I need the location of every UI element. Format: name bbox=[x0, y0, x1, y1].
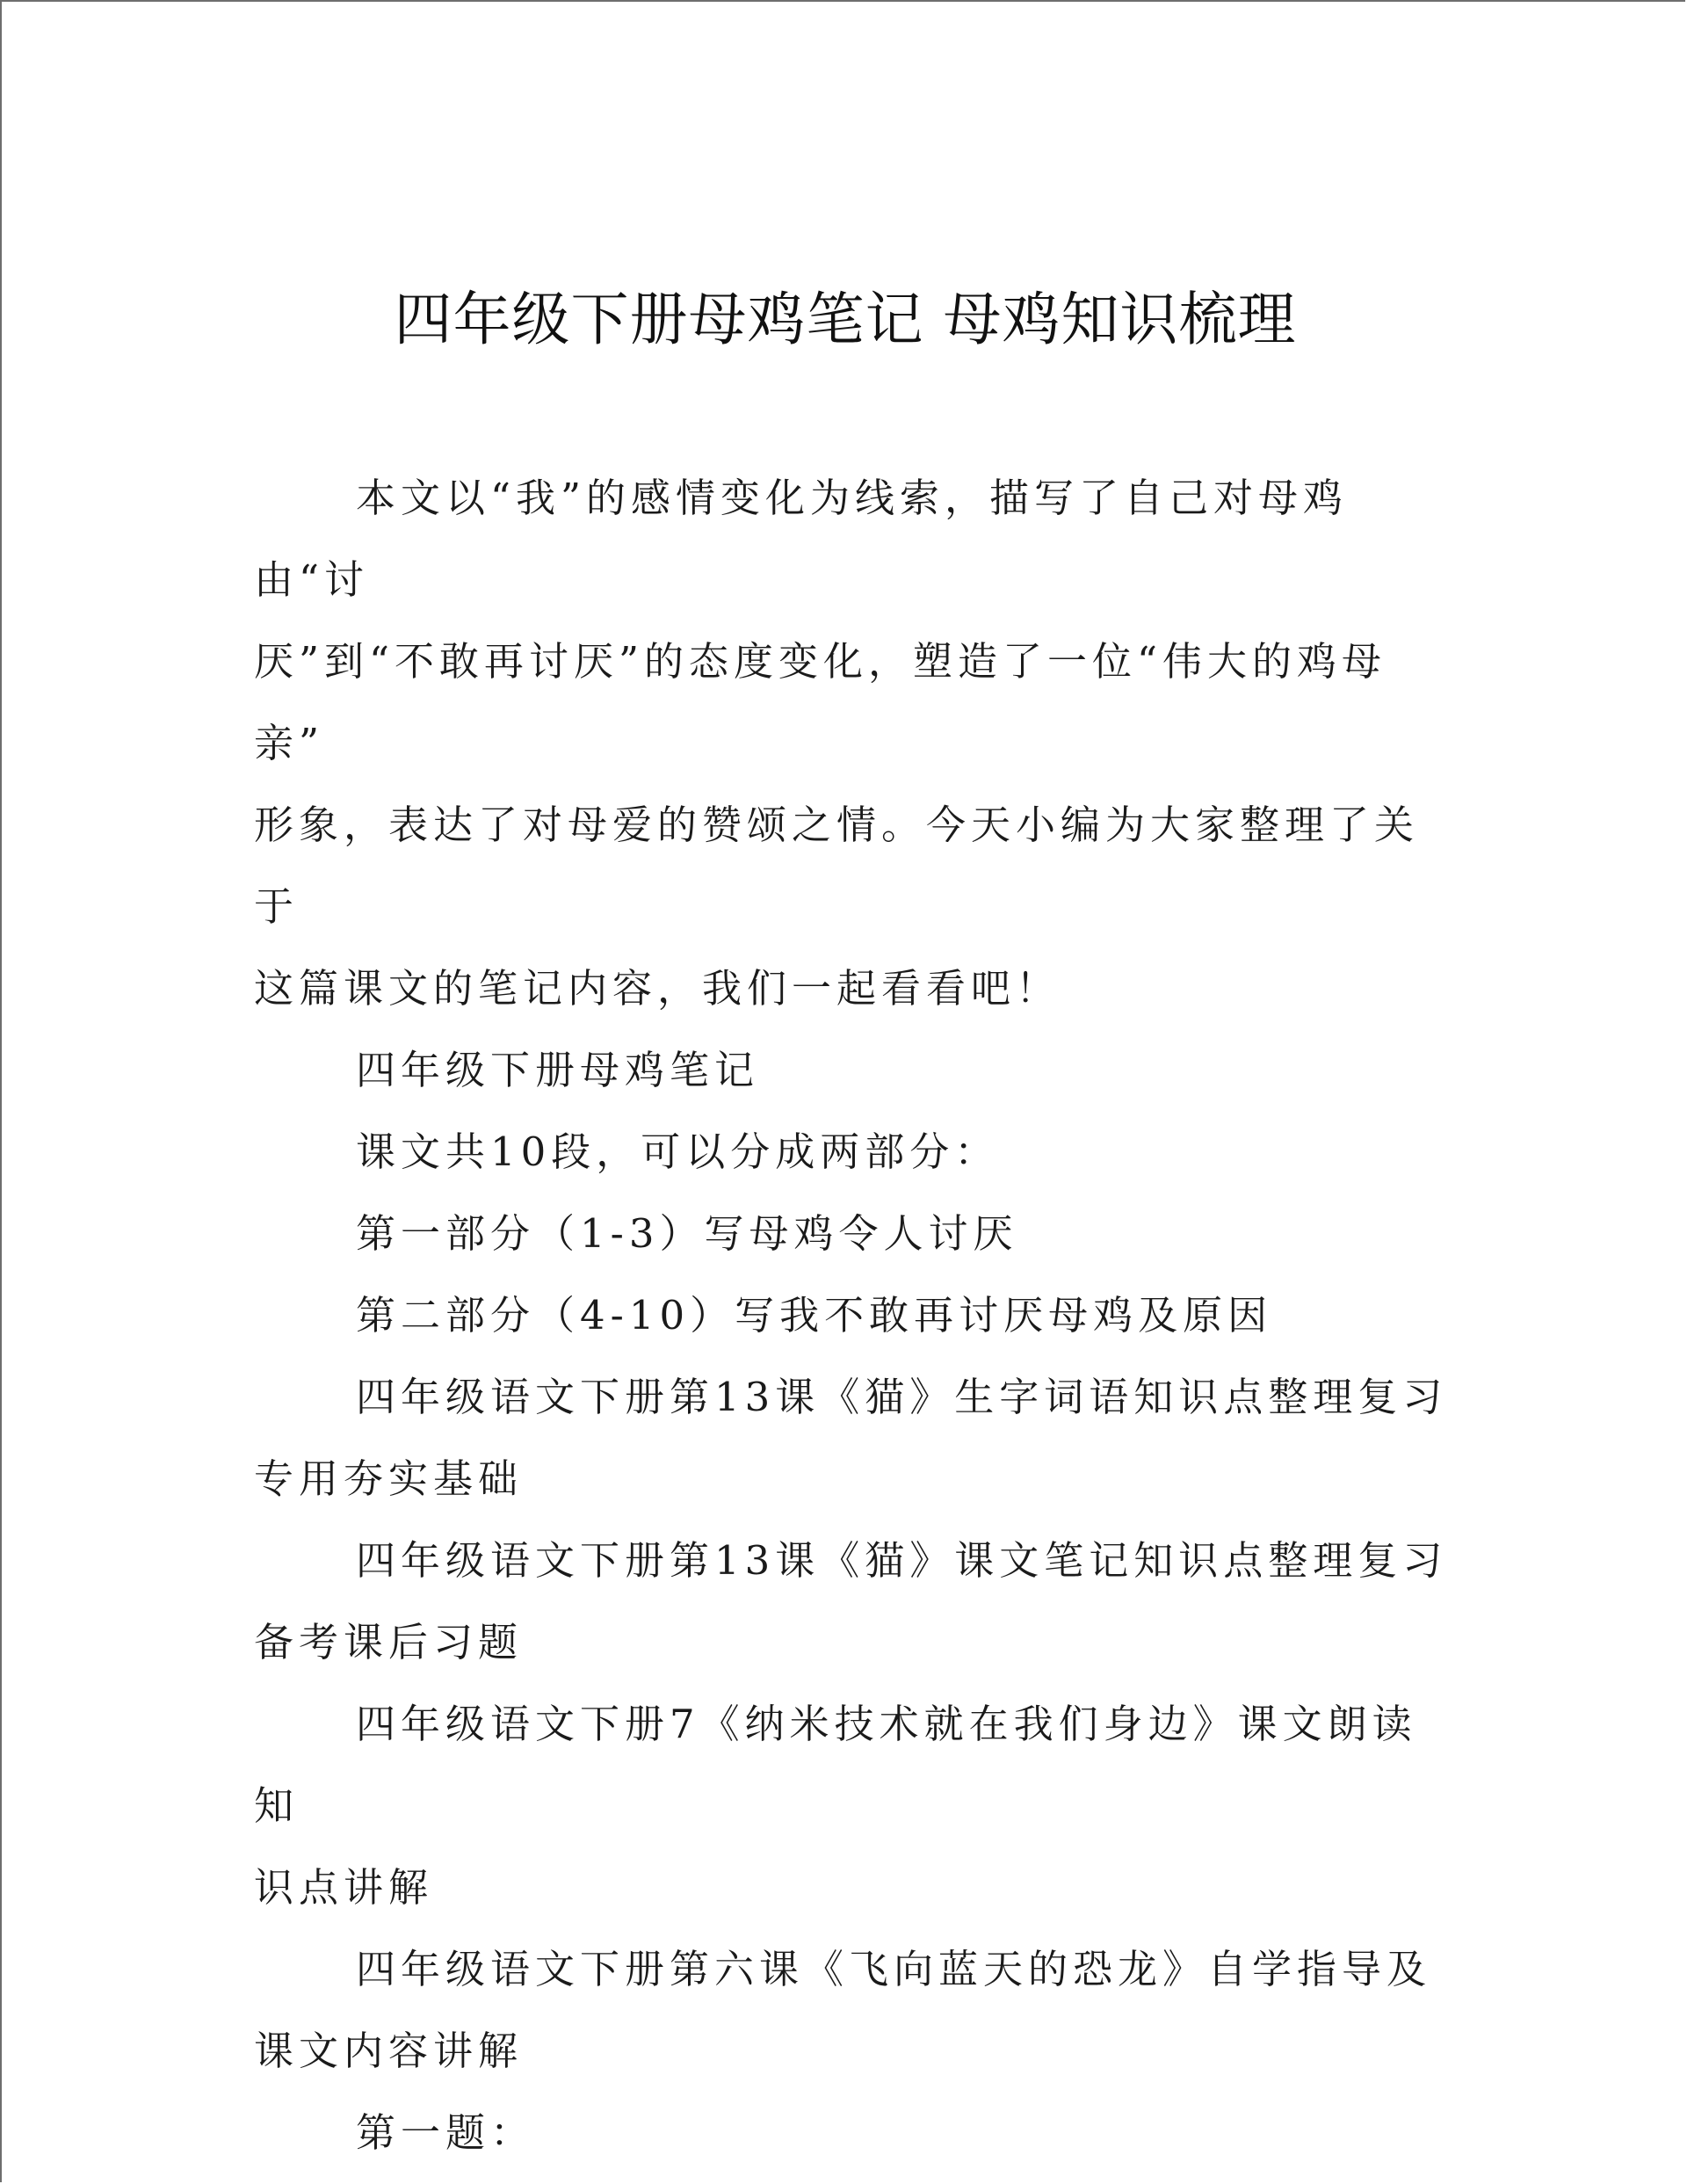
intro-paragraph: 本文以“我”的感情变化为线索，描写了自己对母鸡由“讨 厌”到“不敢再讨厌”的态度变化，塑造了一位“伟大的鸡母亲” 形象，表达了对母爱的赞颂之情。今天小编为大家整理了关于 这篇课文的笔记内容，我们一起看看吧！ bbox=[254, 475, 1420, 1012]
question-one-label: 第一题： bbox=[356, 2109, 536, 2156]
related-article-dinosaur: 四年级语文下册第六课《飞向蓝天的恐龙》自学指导及 课文内容讲解 bbox=[254, 1946, 1432, 2074]
related-article-cat-vocab: 四年级语文下册第13课《猫》生字词语知识点整理复习 专用夯实基础 bbox=[254, 1374, 1448, 1502]
section-heading-notes: 四年级下册母鸡笔记 bbox=[356, 1047, 760, 1093]
paragraph-part-one: 第一部分（1-3）写母鸡令人讨厌 bbox=[356, 1210, 1018, 1257]
paragraph-structure: 课文共10段，可以分成两部分： bbox=[356, 1128, 1000, 1175]
paragraph-part-two: 第二部分（4-10）写我不敢再讨厌母鸡及原因 bbox=[356, 1292, 1273, 1339]
related-article-nanotech: 四年级语文下册7《纳米技术就在我们身边》课文朗读知 识点讲解 bbox=[254, 1701, 1417, 1911]
related-article-cat-notes: 四年级语文下册第13课《猫》课文笔记知识点整理复习 备考课后习题 bbox=[254, 1537, 1448, 1665]
document-body bbox=[254, 457, 1449, 2173]
document-title: 四年级下册母鸡笔记 母鸡知识梳理 bbox=[394, 286, 1297, 353]
